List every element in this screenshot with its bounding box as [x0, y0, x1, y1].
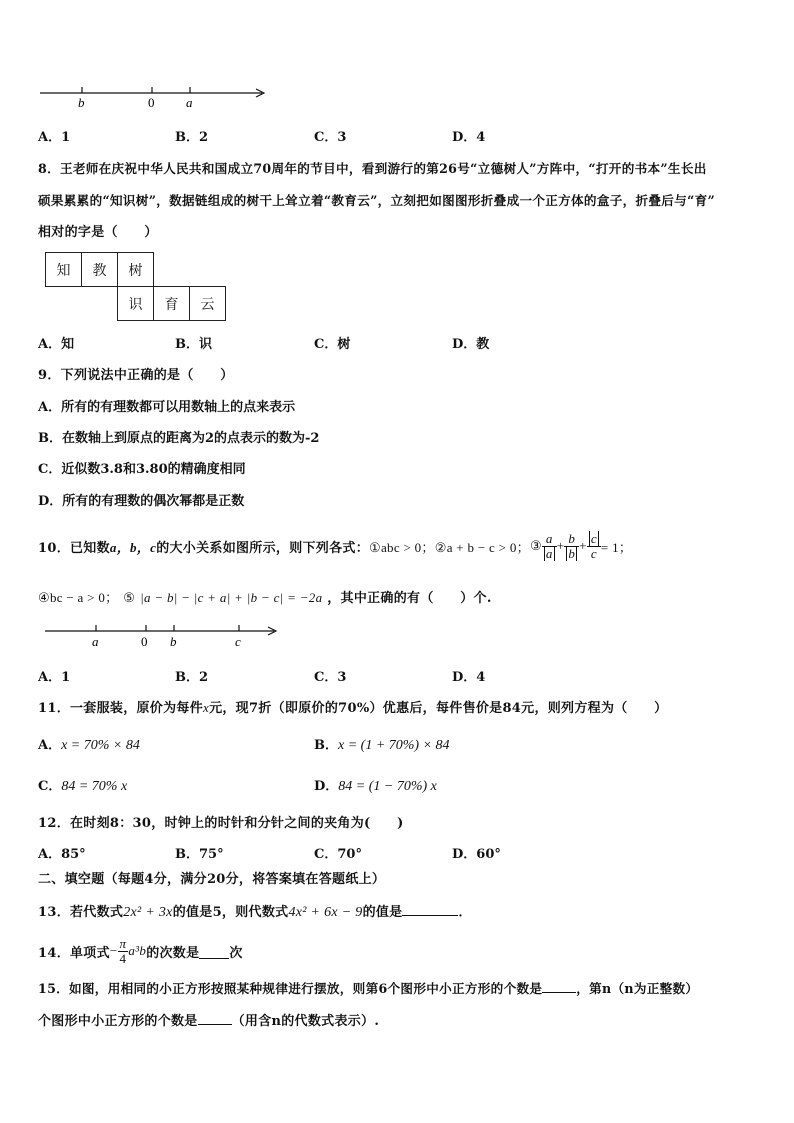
- q15-stem-line2: [38, 1010, 379, 1029]
- q9-option-b: B．在数轴上到原点的距离为2的点表示的数为-2: [38, 431, 320, 446]
- q11-stem-a: 11．一套服装，原价为每件: [38, 701, 203, 716]
- q10-option-a: A．1: [38, 670, 71, 685]
- q10-axis-label-a: a: [92, 634, 99, 649]
- q8-option-b: B．识: [175, 337, 212, 352]
- q10-stem-line2: [38, 587, 492, 606]
- q11-option-c: [38, 775, 127, 795]
- q8-stem-line1: 8．王老师在庆祝中华人民共和国成立70周年的节目中，看到游行的第26号“立德树人”方阵中，“打开的书本”生长出: [38, 161, 707, 176]
- q7-option-d: D．4: [452, 130, 486, 145]
- q7-option-a: A．1: [38, 130, 71, 145]
- q10-expr3-prefix: ③: [529, 538, 542, 553]
- net-cell-yun: 云: [190, 287, 226, 321]
- q14-answer-blank[interactable]: [199, 944, 229, 959]
- q14-fraction: [118, 937, 129, 966]
- q9-option-c: C．近似数3.8和3.80的精确度相同: [38, 462, 246, 477]
- net-cell-zhi: 知: [46, 253, 82, 287]
- frac-abs-c-over-c: $\frac{c}{c}$: [587, 532, 601, 561]
- q8-stem-line3: 相对的字是（ ）: [38, 225, 158, 240]
- q12-option-c: C．70°: [314, 847, 362, 862]
- q14-c: 次: [229, 945, 243, 961]
- q7-axis-label-a: a: [186, 95, 193, 110]
- q10-expr4: ④bc − a > 0；: [38, 590, 119, 605]
- q15-line1-a: 15．如图，用相同的小正方形按照某种规律进行摆放，则第6个图形中小正方形的个数是: [38, 981, 543, 996]
- q14-den: 4: [119, 950, 127, 966]
- q10-number-line: [44, 624, 280, 652]
- q15-line2-a: 个图形中小正方形的个数是: [38, 1014, 198, 1029]
- q10-expr5: |a − b| − |c + a| + |b − c| = −2a: [140, 590, 323, 605]
- q15-stem-line1: [38, 978, 698, 997]
- q8-stem-line2: 硕果累累的“知识树”，数据链组成的树干上耸立着“教育云”，立刻把如图图形折叠成一个正方体的盒子，折叠后与“育”: [38, 193, 716, 208]
- q13-expr1: 2x² + 3x: [123, 905, 173, 920]
- q11-stem-b: 元，现7折（即原价的70%）优惠后，每件售价是84元，则列方程为（ ）: [209, 701, 668, 716]
- q11-option-b-label: B．: [314, 738, 338, 753]
- frac-a-over-abs-a: $\frac{a}{a}$: [542, 532, 557, 561]
- q11-option-c-label: C．: [38, 779, 62, 794]
- net-cell-yu: 育: [154, 287, 190, 321]
- q15-answer-blank-1[interactable]: [542, 992, 576, 993]
- q10-option-d: D．4: [452, 670, 486, 685]
- q11-option-c-expr: 84 = 70% x: [61, 779, 128, 794]
- q13-expr2: 4x² + 6x − 9: [288, 905, 363, 920]
- q9-option-d: D．所有的有理数的偶次幂都是正数: [38, 494, 245, 509]
- q7-axis-label-b: b: [78, 95, 85, 110]
- q14-mono: a³b: [128, 943, 147, 958]
- q11-option-b: [314, 734, 450, 754]
- q15-line1-b: ，第n（n为正整数）: [576, 981, 699, 996]
- q7-option-b: B．2: [175, 130, 209, 145]
- q10-expr2: ②a + b − c > 0；: [434, 539, 530, 555]
- q15-line2-b: （用含n的代数式表示）.: [231, 1014, 380, 1029]
- q8-option-a: A．知: [38, 337, 75, 352]
- q11-stem-var: x: [203, 700, 210, 715]
- q14-a: 14．单项式: [38, 945, 110, 961]
- q14-minus: −: [109, 943, 118, 958]
- q12-stem: 12．在时刻8：30，时钟上的时针和分针之间的夹角为( ): [38, 816, 404, 831]
- q10-prefix: 10．已知数: [38, 540, 110, 556]
- q11-option-d-label: D．: [314, 779, 339, 794]
- q14-b: 的次数是: [146, 945, 200, 961]
- q11-stem: [38, 697, 667, 716]
- q12-option-d: D．60°: [452, 847, 501, 862]
- q13-d: ．: [458, 905, 472, 920]
- q10-mid: 的大小关系如图所示，则下列各式：: [156, 540, 369, 556]
- net-cell-shu: 树: [118, 253, 154, 287]
- q11-option-a-expr: x = 70% × 84: [61, 738, 140, 753]
- q14-num: π: [119, 935, 127, 951]
- q13-a: 13．若代数式: [38, 905, 124, 920]
- q10-axis-label-c: c: [235, 634, 241, 649]
- q14-stem: [38, 931, 243, 971]
- net-cell-jiao: 教: [82, 253, 118, 287]
- q7-option-c: C．3: [314, 130, 347, 145]
- q7-axis-label-0: 0: [148, 95, 155, 110]
- q10-axis-label-b: b: [170, 634, 177, 649]
- q9-option-a: A．所有的有理数都可以用数轴上的点来表示: [38, 400, 296, 415]
- q11-option-b-expr: x = (1 + 70%) × 84: [338, 738, 450, 753]
- q12-option-a: A．85°: [38, 847, 86, 862]
- q10-option-b: B．2: [175, 670, 209, 685]
- q12-option-b: B．75°: [175, 847, 224, 862]
- section-heading-fill-in: 二、填空题（每题4分，满分20分，将答案填在答题纸上）: [38, 872, 386, 887]
- q13-c: 的值是: [362, 905, 403, 920]
- q13-answer-blank[interactable]: [402, 915, 458, 916]
- q10-option-c: C．3: [314, 670, 347, 685]
- q11-option-d: [314, 775, 437, 795]
- net-cell-shi: 识: [118, 287, 154, 321]
- q7-number-line: [38, 84, 270, 114]
- q11-option-a-label: A．: [38, 738, 62, 753]
- q10-axis-label-0: 0: [141, 634, 148, 649]
- q13-stem: [38, 901, 472, 921]
- q11-option-d-expr: 84 = (1 − 70%) x: [338, 779, 437, 794]
- q10-expr1: ①abc > 0；: [369, 539, 435, 555]
- q8-option-d: D．教: [452, 337, 490, 352]
- q10-expr3-suffix: = 1；: [600, 539, 633, 555]
- q13-b: 的值是5，则代数式: [172, 905, 289, 920]
- q10-vars: a，b，c: [109, 539, 157, 555]
- frac-b-over-abs-b: $\frac{b}{b}$: [564, 532, 579, 561]
- cube-net: [45, 252, 226, 321]
- q8-option-c: C．树: [314, 337, 351, 352]
- q10-stem-line1: 10．已知数 a，b，c 的大小关系如图所示，则下列各式： ①abc > 0； ②a + b − c > 0； ③ $\frac{a}{a}$ + $\frac{b}{b}$ + $\frac{c}{c}$ = 1；: [38, 530, 633, 561]
- q10-tail: ，其中正确的有（ ）个.: [327, 591, 492, 606]
- q9-stem: 9．下列说法中正确的是（ ）: [38, 368, 234, 383]
- q11-option-a: [38, 734, 140, 754]
- q10-expr5-prefix: ⑤: [123, 590, 136, 605]
- q15-answer-blank-2[interactable]: [198, 1024, 232, 1025]
